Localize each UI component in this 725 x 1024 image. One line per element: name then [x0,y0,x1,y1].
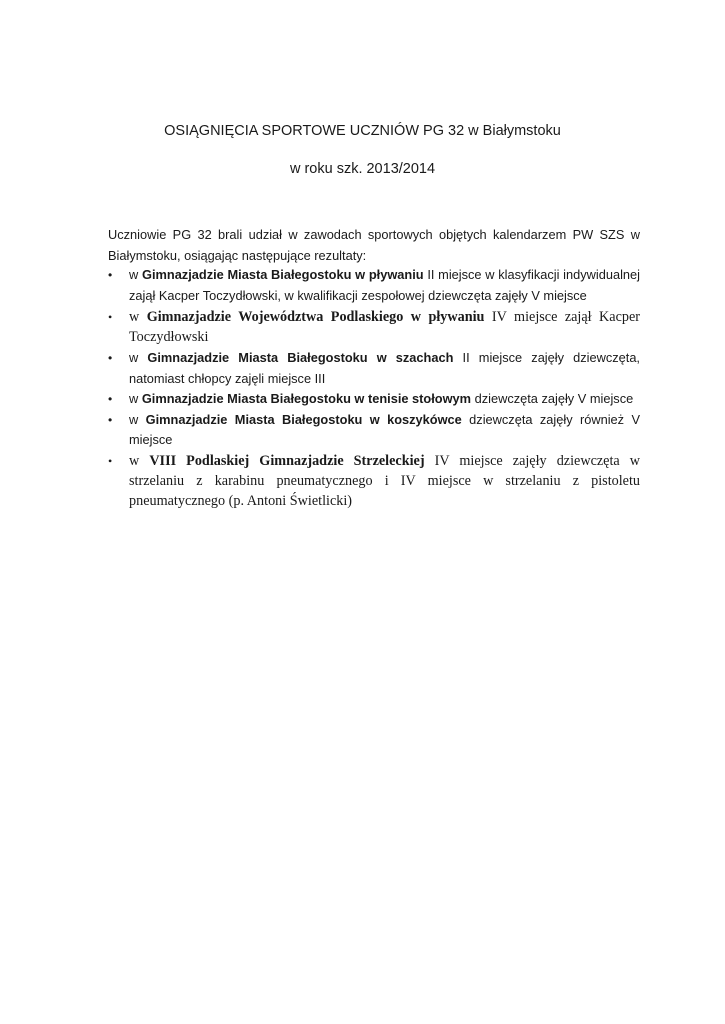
item-result: dziewczęta zajęły również V miejsce [129,411,640,447]
list-item [108,348,640,389]
item-result: II miejsce w klasyfikacji indywidualnej zajął Kacper Toczydłowski, w kwalifikacji zespołowej dziewczęta zajęły V miejsce [129,267,640,303]
bullet-icon: • [108,412,113,427]
event-name: Gimnazjadzie Województwa Podlaskiego w pływaniu [146,309,485,325]
list-item [108,307,640,347]
list-item [108,451,640,511]
list-item [108,265,640,306]
bullet-icon: • [108,392,113,406]
item-prefix: w [129,391,142,406]
bullet-icon: • [108,310,113,324]
item-prefix: w [129,411,146,427]
bullet-icon: • [108,453,113,468]
item-prefix: w [129,267,142,282]
item-result: IV miejsce zajął Kacper Toczydłowski [129,309,641,345]
list-item [108,389,640,410]
intro-paragraph: Uczniowie PG 32 brali udział w zawodach sportowych objętych kalendarzem PW SZS w Białymstoku, osiągając następujące rezultaty: [108,227,640,263]
results-list [108,265,640,511]
item-prefix: w [129,452,150,469]
item-prefix: w [129,350,148,365]
item-result: IV miejsce zajęły dziewczęta w strzelaniu z karabinu pneumatycznego i IV miejsce w strzelaniu z pistoletu pneumatycznego (p. Antoni Świetlicki) [129,452,640,509]
event-name: Gimnazjadzie Miasta Białegostoku w szachach [147,350,454,365]
document-subtitle: w roku szk. 2013/2014 [289,161,436,177]
item-result: II miejsce zajęły dziewczęta, natomiast chłopcy zajęli miejsce III [129,350,640,386]
item-result: dziewczęta zajęły V miejsce [471,391,634,406]
list-item [108,410,640,451]
bullet-icon: • [108,268,113,282]
event-name: Gimnazjadzie Miasta Białegostoku w tenisie stołowym [141,391,472,406]
event-name: Gimnazjadzie Miasta Białegostoku w koszykówce [145,411,462,427]
item-prefix: w [129,309,147,325]
bullet-icon: • [108,351,113,365]
event-name: Gimnazjadzie Miasta Białegostoku w pływaniu [141,267,424,282]
event-name: VIII Podlaskiej Gimnazjadzie Strzeleckiej [149,452,425,469]
document-title: OSIĄGNIĘCIA SPORTOWE UCZNIÓW PG 32 w Białymstoku [164,123,561,139]
